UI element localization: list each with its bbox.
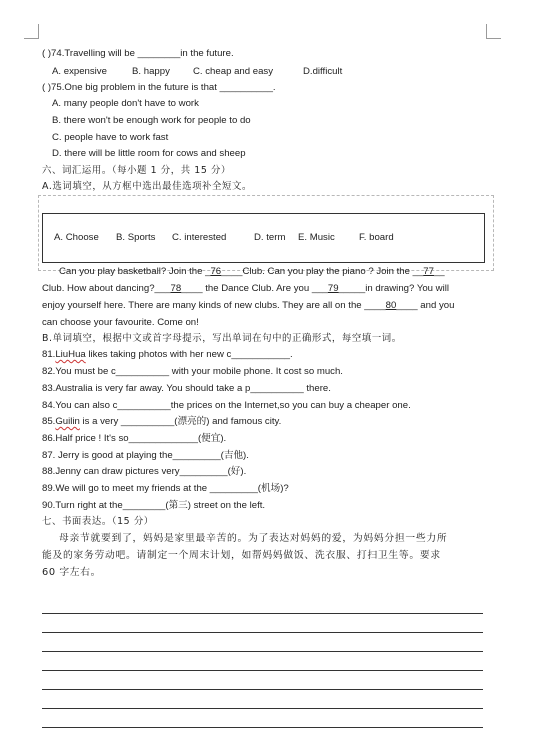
word-option-a: A. Choose — [54, 232, 99, 243]
page-corner-mark-right — [486, 24, 501, 39]
option-c: C. cheap and easy — [193, 66, 274, 77]
word-option-d: D. term — [254, 232, 286, 243]
writing-line[interactable] — [42, 727, 483, 728]
question-90: 90.Turn right at the________(第三) street on the left. — [42, 500, 266, 511]
section-6-part-b-instruction: B.单词填空，根据中文或首字母提示，写出单词在句中的正确形式，每空填一词。 — [42, 333, 402, 344]
name-guilin: Guilin — [55, 416, 80, 427]
passage-line-4: can choose your favourite. Come on! — [42, 317, 199, 328]
question-83: 83.Australia is very far away. You should take a p__________ there. — [42, 383, 331, 394]
question-81: 81.LiuHua likes taking photos with her new c___________. — [42, 349, 293, 360]
blank-78: 78 — [170, 283, 182, 294]
writing-line[interactable] — [42, 670, 483, 671]
section-6-part-a-instruction: A.选词填空，从方框中选出最佳选项补全短文。 — [42, 181, 252, 192]
passage-line-1: Can you play basketball? Join the _76____Club. Can you play the piano ? Join the __77__ — [59, 266, 445, 277]
writing-line[interactable] — [42, 613, 483, 614]
option-a: A. expensive — [52, 66, 107, 77]
question-89: 89.We will go to meet my friends at the _________(机场)? — [42, 483, 289, 494]
word-option-c: C. interested — [172, 232, 227, 243]
blank-80: 80 — [385, 300, 397, 311]
question-87: 87. Jerry is good at playing the_________(吉他). — [42, 450, 249, 461]
writing-line[interactable] — [42, 708, 483, 709]
blank-79: 79 — [327, 283, 339, 294]
question-75-option-c: C. people have to work fast — [52, 132, 169, 143]
writing-line[interactable] — [42, 689, 483, 690]
question-75-option-d: D. there will be little room for cows and sheep — [52, 148, 246, 159]
blank-76: 76 — [210, 266, 222, 277]
blank-77: 77 — [423, 266, 434, 277]
writing-prompt-line-1: 母亲节就要到了，妈妈是家里最辛苦的。为了表达对妈妈的爱，为妈妈分担一些力所 — [59, 533, 448, 544]
question-75-option-b: B. there won't be enough work for people to do — [52, 115, 251, 126]
question-84: 84.You can also c__________the prices on the Internet,so you can buy a cheaper one. — [42, 400, 411, 411]
writing-line[interactable] — [42, 632, 483, 633]
question-88: 88.Jenny can draw pictures very_________(好). — [42, 466, 247, 477]
section-6-heading: 六、词汇运用。（每小题 1 分，共 15 分） — [42, 165, 231, 176]
writing-prompt-line-3: 60 字左右。 — [42, 567, 101, 578]
option-d: D.difficult — [303, 66, 343, 77]
question-86: 86.Half price ! It's so_____________(便宜). — [42, 433, 227, 444]
question-75-stem: ( )75.One big problem in the future is that __________. — [42, 82, 276, 93]
writing-line[interactable] — [42, 651, 483, 652]
name-liuhua: LiuHua — [55, 349, 86, 360]
option-b: B. happy — [132, 66, 170, 77]
question-85: 85.Guilin is a very __________(漂亮的) and famous city. — [42, 416, 282, 427]
section-7-heading: 七、书面表达。（15 分） — [42, 516, 154, 527]
writing-prompt-line-2: 能及的家务劳动吧。请制定一个周末计划，如帮妈妈做饭、洗衣服、打扫卫生等。要求 — [42, 550, 441, 561]
word-option-f: F. board — [359, 232, 394, 243]
word-option-b: B. Sports — [116, 232, 156, 243]
page-corner-mark-left — [24, 24, 39, 39]
question-82: 82.You must be c__________ with your mobile phone. It cost so much. — [42, 366, 343, 377]
word-option-e: E. Music — [298, 232, 335, 243]
question-75-option-a: A. many people don't have to work — [52, 98, 199, 109]
question-74-stem: ( )74.Travelling will be ________in the future. — [42, 48, 234, 59]
passage-line-3: enjoy yourself here. There are many kinds of new clubs. They are all on the ____80____ and you — [42, 300, 455, 311]
passage-line-2: Club. How about dancing?___78____ the Dance Club. Are you ___79_____in drawing? You will — [42, 283, 449, 294]
